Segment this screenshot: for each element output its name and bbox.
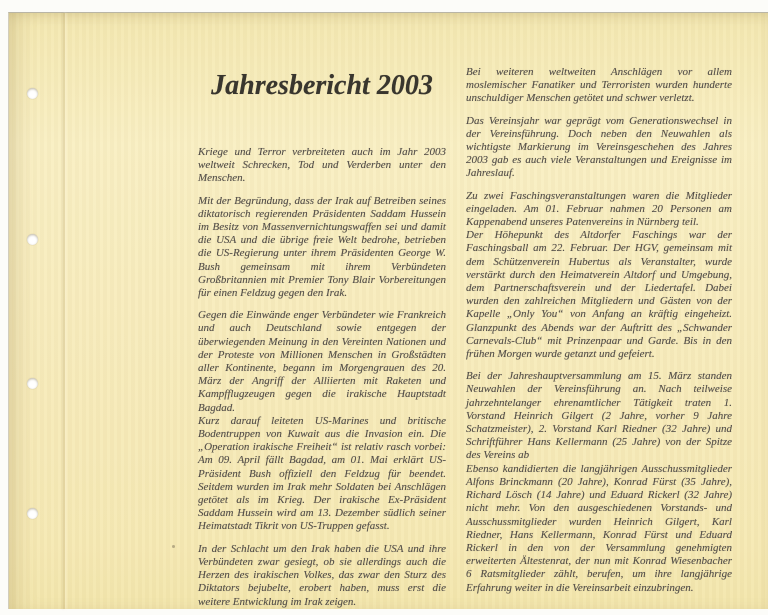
hole-punch	[27, 508, 38, 519]
left-text-column	[198, 146, 446, 609]
paragraph: In der Schlacht um den Irak haben die USA und ihre Verbündeten zwar gesiegt, ob sie allerdings auch die Herzen des irakischen Volkes, das zwar den Sturz des Diktators bejubelte, erobert haben, muss erst die weitere Entwicklung im Irak zeigen.	[198, 542, 446, 608]
dust-speck	[172, 545, 175, 548]
hole-punch	[27, 378, 38, 389]
paragraph: Gegen die Einwände enger Verbündeter wie Frankreich und auch Deutschland sowie entgegen der überwiegenden Meinung in den Vereinten Nationen und der Proteste von Millionen Menschen in Großstädten aller Kontinente, begann im Morgengrauen des 20. März der Angriff der Alliierten mit Raketen und Kampfflugzeugen gegen die irakische Hauptstadt Bagdad.	[198, 309, 446, 414]
paragraph: Bei weiteren weltweiten Anschlägen vor allem moslemischer Fanatiker und Terroristen wurden hunderte unschuldiger Menschen getötet und schwer verletzt.	[466, 66, 732, 105]
report-title: Jahresbericht 2003	[211, 70, 433, 101]
hole-punch	[27, 234, 38, 245]
paragraph: Mit der Begründung, dass der Irak auf Betreiben seines diktatorisch regierenden Präsidenten Saddam Hussein im Besitz von Massenvernichtungswaffen sei und damit die USA und die übrige freie Welt bedrohe, betrieben die US-Regierung unter ihrem Präsidenten George W. Bush gemeinsam mit ihrem Verbündeten Großbritannien mit Premier Tony Blair Vorbereitungen für einen Feldzug gegen den Irak.	[198, 194, 446, 300]
right-text-column	[466, 66, 732, 595]
fold-crease	[63, 13, 65, 609]
paragraph: Kurz darauf leiteten US-Marines und britische Bodentruppen von Kuwait aus die Invasion ein. Die „Operation irakische Freiheit“ ist relativ rasch vorbei: Am 09. April fällt Bagdad, am 01. Mai erklärt US-Präsident Bush offiziell den Feldzug für beendet. Seitdem wurden im Irak mehr Soldaten bei Anschlägen getötet als im Krieg. Der irakische Ex-Präsident Saddam Hussein wird am 13. Dezember südlich seiner Heimatstadt Tikrit von US-Truppen gefasst.	[198, 414, 446, 533]
paragraph: Zu zwei Faschingsveranstaltungen waren die Mitglieder eingeladen. Am 01. Februar nahmen 20 Personen am Kappenabend unseres Patenvereins in Nürnberg teil.	[466, 189, 732, 229]
paragraph: Das Vereinsjahr war geprägt vom Generationswechsel in der Vereinsführung. Doch neben den Neuwahlen als wichtigste Markierung im Vereinsgeschehen des Jahres 2003 gab es auch viele Veranstaltungen und Ereignisse im Jahreslauf.	[466, 114, 732, 180]
paragraph: Ebenso kandidierten die langjährigen Ausschussmitglieder Alfons Brinckmann (20 Jahre), Konrad Fürst (35 Jahre), Richard Lösch (14 Jahre) und Eduard Rickerl (32 Jahre) nicht mehr. Von den ausgeschiedenen Vorstands- und Ausschussmitglieder wurden Heinrich Gilgert, Karl Riedner, Hans Kellermann, Konrad Fürst und Eduard Rickerl in den von der Versammlung genehmigten erweiterten Ältestenrat, der nun mit Konrad Wiesenbacher 6 Ratsmitglieder zählt, berufen, um ihre langjährige Erfahrung weiter in die Vereinsarbeit einzubringen.	[466, 462, 732, 594]
paragraph: Der Höhepunkt des Altdorfer Faschings war der Faschingsball am 22. Februar. Der HGV, gemeinsam mit dem Schützenverein Hubertus als Veranstalter, wurde verstärkt durch den Heimatverein Altdorf und Umgebung, dem Partnerschaftsverein und der Liedertafel. Dabei wurden den zahlreichen Mitgliedern und Gästen von der Kapelle „Only You“ von Anfang an kräftig eingeheizt. Glanzpunkt des Abends war der Auftritt des „Schwander Carnevals-Club“ mit Prinzenpaar und Garde. Bis in den frühen Morgen wurde getanzt und gefeiert.	[466, 229, 732, 361]
paragraph-intro: Kriege und Terror verbreiteten auch im Jahr 2003 weltweit Schrecken, Tod und Verderben unter den Menschen.	[198, 146, 446, 185]
hole-punch	[27, 88, 38, 99]
scanned-report-page	[8, 12, 768, 609]
paragraph: Bei der Jahreshauptversammlung am 15. März standen Neuwahlen der Vereinsführung an. Nach teilweise jahrzehntelanger ehrenamtlicher Tätigkeit traten 1. Vorstand Heinrich Gilgert (2 Jahre, vorher 9 Jahre Schatzmeister), 2. Vorstand Karl Riedner (32 Jahre) und Schriftführer Hans Kellermann (25 Jahre) von der Spitze des Vereins ab	[466, 370, 732, 462]
